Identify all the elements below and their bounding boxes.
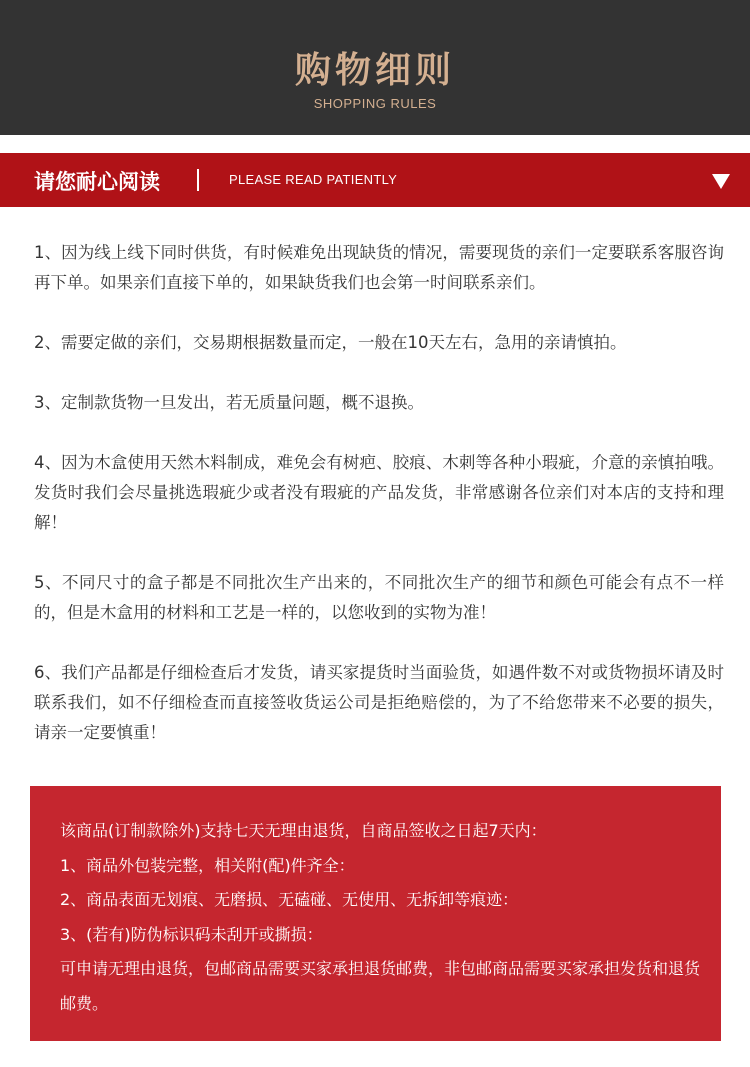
policy-line: 3、(若有)防伪标识码未刮开或撕损： bbox=[60, 924, 323, 944]
return-policy-box bbox=[30, 786, 721, 1041]
rule-item: 6、我们产品都是仔细检查后才发货，请买家提货时当面验货，如遇件数不对或货物损坏请及时联系我们，如不仔细检查而直接签收货运公司是拒绝赔偿的，为了不给您带来不必要的损失，请亲一定要慎重！ bbox=[34, 663, 724, 742]
page-subtitle: SHOPPING RULES bbox=[313, 96, 437, 111]
rule-item: 2、需要定做的亲们，交易期根据数量而定，一般在10天左右，急用的亲请慎拍。 bbox=[34, 333, 627, 352]
banner-divider bbox=[197, 169, 199, 191]
rule-item: 3、定制款货物一旦发出，若无质量问题，概不退换。 bbox=[34, 393, 424, 412]
banner-title: 请您耐心阅读 bbox=[34, 170, 160, 194]
page-header bbox=[0, 0, 750, 135]
rule-item: 1、因为线上线下同时供货，有时候难免出现缺货的情况，需要现货的亲们一定要联系客服咨询再下单。如果亲们直接下单的，如果缺货我们也会第一时间联系亲们。 bbox=[34, 243, 724, 292]
rule-item: 4、因为木盒使用天然木料制成，难免会有树疤、胶痕、木刺等各种小瑕疵，介意的亲慎拍哦。发货时我们会尽量挑选瑕疵少或者没有瑕疵的产品发货，非常感谢各位亲们对本店的支持和理解！ bbox=[34, 453, 724, 532]
return-policy-text bbox=[60, 814, 710, 1021]
policy-line: 可申请无理由退货，包邮商品需要买家承担退货邮费，非包邮商品需要买家承担发货和退货邮费。 bbox=[60, 959, 701, 1013]
page-title: 购物细则 bbox=[294, 50, 455, 91]
policy-line: 2、商品表面无划痕、无磨损、无磕碰、无使用、无拆卸等痕迹： bbox=[60, 890, 519, 909]
rules-list bbox=[34, 238, 724, 778]
policy-line: 该商品(订制款除外)支持七天无理由退货，自商品签收之日起7天内： bbox=[60, 821, 547, 840]
triangle-down-icon bbox=[712, 174, 730, 189]
banner-subtitle: PLEASE READ PATIENTLY bbox=[229, 172, 398, 187]
policy-line: 1、商品外包装完整，相关附(配)件齐全： bbox=[60, 855, 355, 875]
notice-banner bbox=[0, 153, 750, 207]
rule-item: 5、不同尺寸的盒子都是不同批次生产出来的，不同批次生产的细节和颜色可能会有点不一样的，但是木盒用的材料和工艺是一样的，以您收到的实物为准！ bbox=[34, 573, 724, 622]
